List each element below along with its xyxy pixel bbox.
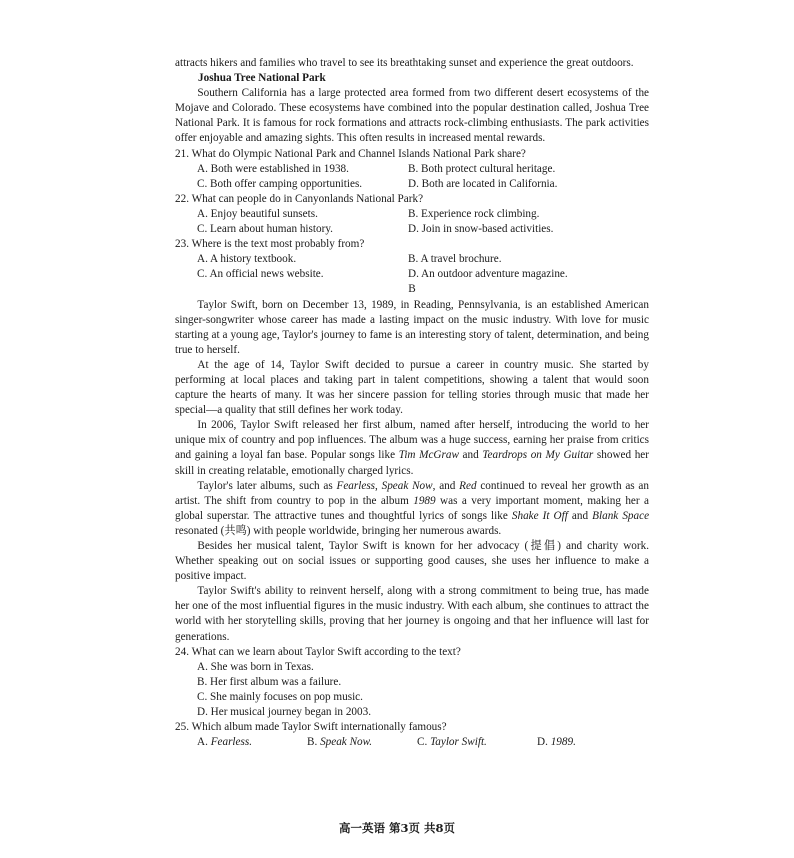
text: showed her skill in creating relatable, emotionally charged lyrics. xyxy=(175,449,649,477)
option-d: D. Join in snow-based activities. xyxy=(408,223,554,236)
option-b: B. Her first album was a failure. xyxy=(197,675,342,688)
text: was a very important moment, making her a global superstar. The attractive tunes and thoughtful lyrics of songs like xyxy=(175,494,650,522)
album-title: Red xyxy=(459,479,477,492)
text: resonated (共鸣) with people worldwide, bringing her numerous awards. xyxy=(175,524,502,537)
taylor-paragraph-3 xyxy=(175,418,649,478)
question-stem: 25. Which album made Taylor Swift internationally famous? xyxy=(175,721,447,734)
option-a xyxy=(197,735,307,750)
question-22 xyxy=(175,192,649,237)
song-title: Shake It Off xyxy=(511,509,568,522)
question-23 xyxy=(175,237,649,282)
option-a: A. A history textbook. xyxy=(197,253,297,266)
song-title: Teardrops on My Guitar xyxy=(482,449,594,462)
option-a: A. Enjoy beautiful sunsets. xyxy=(197,207,318,220)
passage-a-continuation: attracts hikers and families who travel to see its breathtaking sunset and experience the great outdoors. xyxy=(175,57,634,69)
text: Taylor's later albums, such as xyxy=(197,479,337,492)
option-b xyxy=(307,735,417,750)
option-d xyxy=(537,735,649,750)
taylor-paragraph-6: Taylor Swift's ability to reinvent herself, along with a strong commitment to being true, has made her one of the most influential figures in the music industry. With each album, she continues to attract the world with her storytelling skills, proving that her journey is ongoing and that her influence will last for generations. xyxy=(175,585,649,643)
option-a: A. Both were established in 1938. xyxy=(197,162,349,175)
option-letter: D. xyxy=(537,736,551,749)
option-d: D. An outdoor adventure magazine. xyxy=(408,268,568,281)
question-24 xyxy=(175,645,649,720)
text: and xyxy=(567,509,593,522)
option-c xyxy=(417,735,537,750)
song-title: Blank Space xyxy=(592,509,650,522)
question-25 xyxy=(175,720,649,750)
text: , xyxy=(375,479,382,492)
album-title: Speak Now xyxy=(381,479,433,492)
text: , and xyxy=(432,479,460,492)
text: continued to reveal her growth as an artist. The shift from country to pop in the album xyxy=(175,479,649,507)
question-stem: 23. Where is the text most probably from? xyxy=(175,238,365,251)
option-text: Speak Now. xyxy=(320,736,373,749)
option-text: Fearless. xyxy=(210,736,253,749)
text: and xyxy=(458,449,483,462)
album-title: Fearless xyxy=(336,479,376,492)
page-footer: 高一英语 第3页 共8页 xyxy=(338,821,455,835)
option-text: 1989. xyxy=(550,736,576,749)
option-b: B. Experience rock climbing. xyxy=(408,207,540,220)
option-letter: B. xyxy=(307,736,321,749)
song-title: Tim McGraw xyxy=(398,449,459,462)
option-c: C. Learn about human history. xyxy=(197,223,333,236)
option-d: D. Both are located in California. xyxy=(408,177,558,190)
option-a: A. She was born in Texas. xyxy=(197,660,314,673)
taylor-paragraph-5: Besides her musical talent, Taylor Swift is known for her advocacy (提倡) and charity work. Whether speaking out on social issues or supporting good causes, she uses her influence to make a positive impact. xyxy=(175,540,649,583)
option-d: D. Her musical journey began in 2003. xyxy=(197,706,371,719)
section-heading-joshua-tree: Joshua Tree National Park xyxy=(198,72,326,85)
option-b: B. A travel brochure. xyxy=(408,253,502,266)
taylor-paragraph-1: Taylor Swift, born on December 13, 1989, in Reading, Pennsylvania, is an established American singer-songwriter whose career has made a lasting impact on the music industry. With love for music starting at a young age, Taylor's journey to fame is an interesting story of talent, determination, and being true to herself. xyxy=(175,298,649,356)
taylor-paragraph-4 xyxy=(175,479,649,539)
album-title: 1989 xyxy=(413,494,436,507)
taylor-paragraph-2: At the age of 14, Taylor Swift decided to pursue a career in country music. She started by performing at local places and taking part in talent competitions, showing a talent that would soon capture the hearts of many. It was her sincere passion for telling stories through music that made her special—a quality that still defines her work today. xyxy=(175,358,649,417)
joshua-tree-paragraph: Southern California has a large protected area formed from two different desert ecosystems of the Mojave and Colorado. These ecosystems have combined into the popular destination called, Joshua Tree National Park. It is famous for rock formations and attracts rock-climbing enthusiasts. The park activities offer enjoyable and amazing sights. This often results in increased mental rewards. xyxy=(175,87,649,145)
exam-page xyxy=(175,56,649,750)
question-stem: 24. What can we learn about Taylor Swift according to the text? xyxy=(175,645,461,658)
question-stem: 22. What can people do in Canyonlands National Park? xyxy=(175,192,424,205)
option-c: C. An official news website. xyxy=(197,268,324,281)
question-stem: 21. What do Olympic National Park and Channel Islands National Park share? xyxy=(175,147,526,160)
question-21 xyxy=(175,147,649,192)
section-label-b: B xyxy=(408,283,416,296)
option-b: B. Both protect cultural heritage. xyxy=(408,162,556,175)
option-letter: C. xyxy=(417,736,431,749)
option-c: C. Both offer camping opportunities. xyxy=(197,177,363,190)
text: In 2006, Taylor Swift released her first album, named after herself, introducing the world to her unique mix of country and pop influences. The album was a huge success, earning her praise from critics and gaining a loyal fan base. Popular songs like xyxy=(175,419,649,462)
option-c: C. She mainly focuses on pop music. xyxy=(197,690,363,703)
option-letter: A. xyxy=(197,736,211,749)
option-text: Taylor Swift. xyxy=(430,736,487,749)
